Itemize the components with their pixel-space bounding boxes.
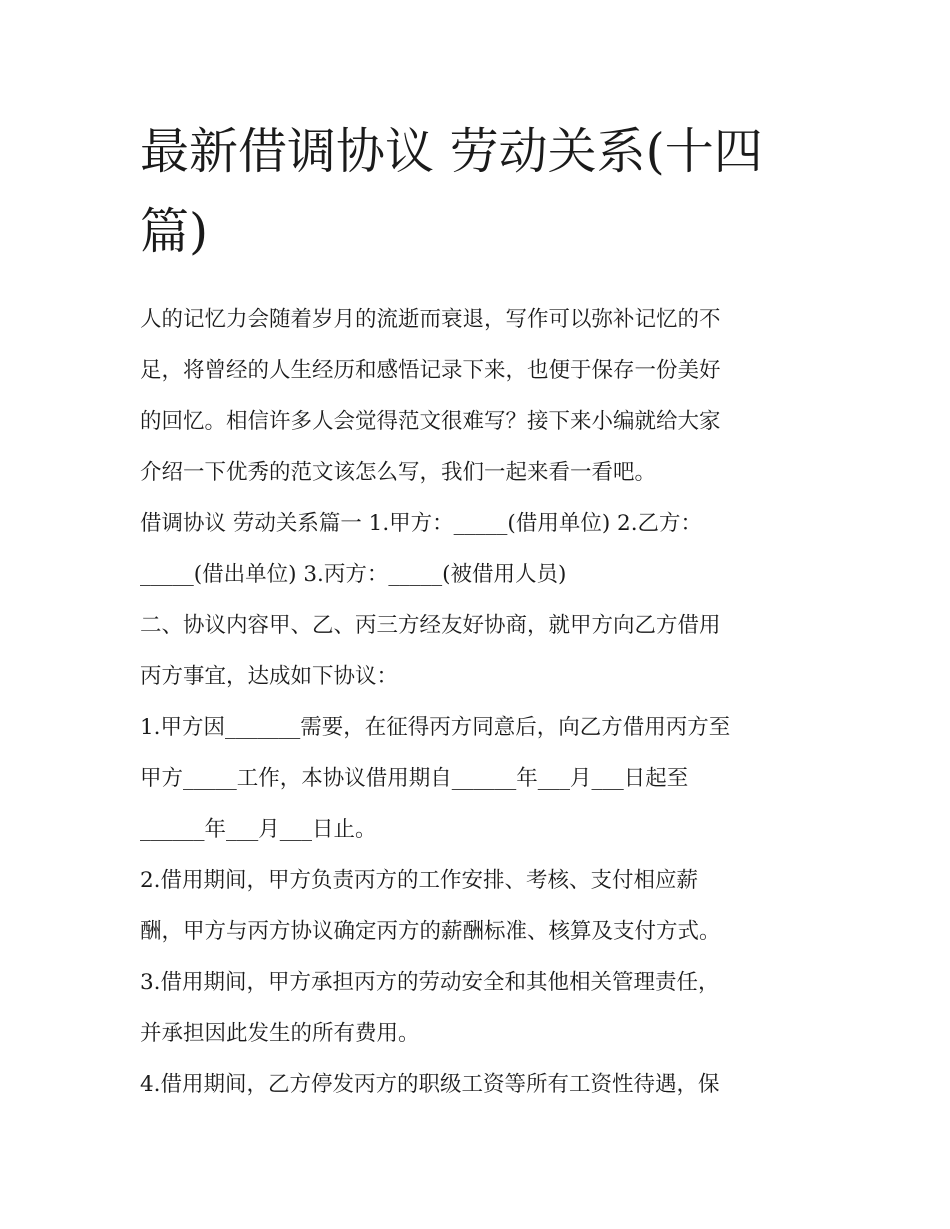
text-line: 二、协议内容甲、乙、丙三方经友好协商，就甲方向乙方借用 (140, 613, 721, 638)
text-line: 借调协议 劳动关系篇一 1.甲方：_____(借用单位) 2.乙方： (140, 511, 703, 536)
clause-2-paragraph (140, 855, 812, 957)
text-line: 酬，甲方与丙方协议确定丙方的薪酬标准、核算及支付方式。 (140, 919, 721, 944)
title-line: 最新借调协议 劳动关系(十四 (140, 123, 763, 180)
agreement-content-paragraph (140, 600, 812, 702)
document-page (140, 112, 812, 1110)
text-line: 甲方_____工作，本协议借用期自______年___月___日起至 (140, 766, 689, 791)
text-line: 的回忆。相信许多人会觉得范文很难写？接下来小编就给大家 (140, 409, 721, 434)
text-line: ______年___月___日止。 (140, 817, 377, 842)
text-line: 足，将曾经的人生经历和感悟记录下来，也便于保存一份美好 (140, 358, 721, 383)
text-line: 4.借用期间，乙方停发丙方的职级工资等所有工资性待遇，保 (140, 1072, 720, 1097)
text-line: _____(借出单位) 3.丙方：_____(被借用人员) (140, 562, 567, 587)
clause-1-paragraph (140, 702, 812, 855)
text-line: 人的记忆力会随着岁月的流逝而衰退，写作可以弥补记忆的不 (140, 307, 721, 332)
parties-paragraph (140, 498, 812, 600)
text-line: 介绍一下优秀的范文该怎么写，我们一起来看一看吧。 (140, 460, 657, 485)
document-title (140, 112, 812, 272)
text-line: 并承担因此发生的所有费用。 (140, 1021, 420, 1046)
clause-3-paragraph (140, 957, 812, 1059)
intro-paragraph (140, 294, 812, 498)
text-line: 1.甲方因_______需要，在征得丙方同意后，向乙方借用丙方至 (140, 715, 731, 740)
text-line: 丙方事宜，达成如下协议： (140, 664, 399, 689)
clause-4-paragraph (140, 1059, 812, 1110)
text-line: 2.借用期间，甲方负责丙方的工作安排、考核、支付相应薪 (140, 868, 699, 893)
title-line: 篇) (140, 203, 209, 260)
text-line: 3.借用期间，甲方承担丙方的劳动安全和其他相关管理责任， (140, 970, 720, 995)
